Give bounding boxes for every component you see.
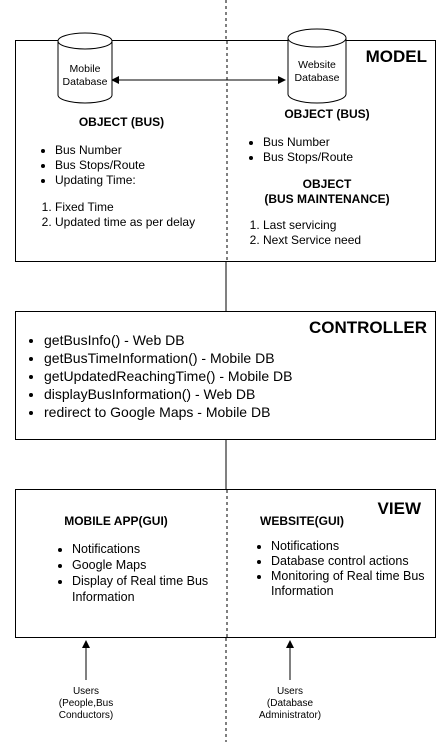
website-database-cylinder: [287, 27, 347, 105]
maintenance-heading-2: (BUS MAINTENANCE): [264, 192, 390, 206]
mobile-app-heading: MOBILE APP(GUI): [64, 514, 168, 528]
list-item: 2. Next Service need: [263, 233, 437, 248]
list-item: 1. Fixed Time: [55, 200, 227, 215]
right-object-bullets: [245, 135, 437, 165]
left-object-heading: OBJECT (BUS): [78, 115, 165, 129]
right-object-numbered: [245, 218, 437, 248]
website-heading: WEBSITE(GUI): [260, 514, 344, 528]
list-item: • Monitoring of Real time Bus Information: [271, 569, 437, 599]
left-users-label: [36, 686, 136, 722]
list-item: • Bus Stops/Route: [263, 150, 437, 165]
view-title: VIEW: [377, 499, 421, 518]
right-users-line-3: Administrator): [258, 710, 322, 721]
list-item: • displayBusInformation() - Web DB: [44, 385, 437, 403]
mobile-app-features: [54, 541, 232, 605]
model-title: MODEL: [365, 47, 427, 66]
view-box: [15, 489, 436, 638]
controller-title: CONTROLLER: [308, 318, 427, 337]
controller-methods: [26, 331, 437, 421]
left-object-bullets: [37, 143, 235, 188]
right-users-line-1: Users: [276, 686, 304, 697]
model-box: [15, 40, 436, 262]
list-item: • getUpdatedReachingTime() - Mobile DB: [44, 367, 437, 385]
list-item: • Bus Stops/Route: [55, 158, 235, 173]
left-users-line-3: Conductors): [58, 710, 114, 721]
maintenance-heading-1: OBJECT: [302, 177, 352, 191]
website-features: [253, 539, 437, 599]
website-db-label-1: Website: [298, 59, 336, 71]
list-item: • getBusInfo() - Web DB: [44, 331, 437, 349]
left-users-line-2: (People,Bus: [58, 698, 114, 709]
list-item: • redirect to Google Maps - Mobile DB: [44, 403, 437, 421]
list-item: • Updating Time:: [55, 173, 235, 188]
mobile-db-label-1: Mobile: [69, 63, 101, 75]
right-users-label: [240, 686, 340, 722]
list-item: • Display of Real time Bus Information: [72, 573, 232, 605]
mobile-db-label-2: Database: [62, 76, 108, 88]
list-item: • Notifications: [271, 539, 437, 554]
list-item: • Bus Number: [263, 135, 437, 150]
list-item: 2. Updated time as per delay: [55, 215, 227, 230]
right-users-line-2: (Database: [266, 698, 314, 709]
list-item: 1. Last servicing: [263, 218, 437, 233]
maintenance-heading: [227, 177, 427, 207]
controller-box: [15, 311, 436, 440]
list-item: • Database control actions: [271, 554, 437, 569]
list-item: • Bus Number: [55, 143, 235, 158]
left-object-numbered: [37, 200, 227, 230]
list-item: • Notifications: [72, 541, 232, 557]
list-item: • getBusTimeInformation() - Mobile DB: [44, 349, 437, 367]
list-item: • Google Maps: [72, 557, 232, 573]
mobile-database-cylinder: [57, 31, 113, 105]
right-object-heading: OBJECT (BUS): [284, 107, 370, 121]
website-db-label-2: Database: [294, 72, 340, 84]
left-users-line-1: Users: [72, 686, 100, 697]
